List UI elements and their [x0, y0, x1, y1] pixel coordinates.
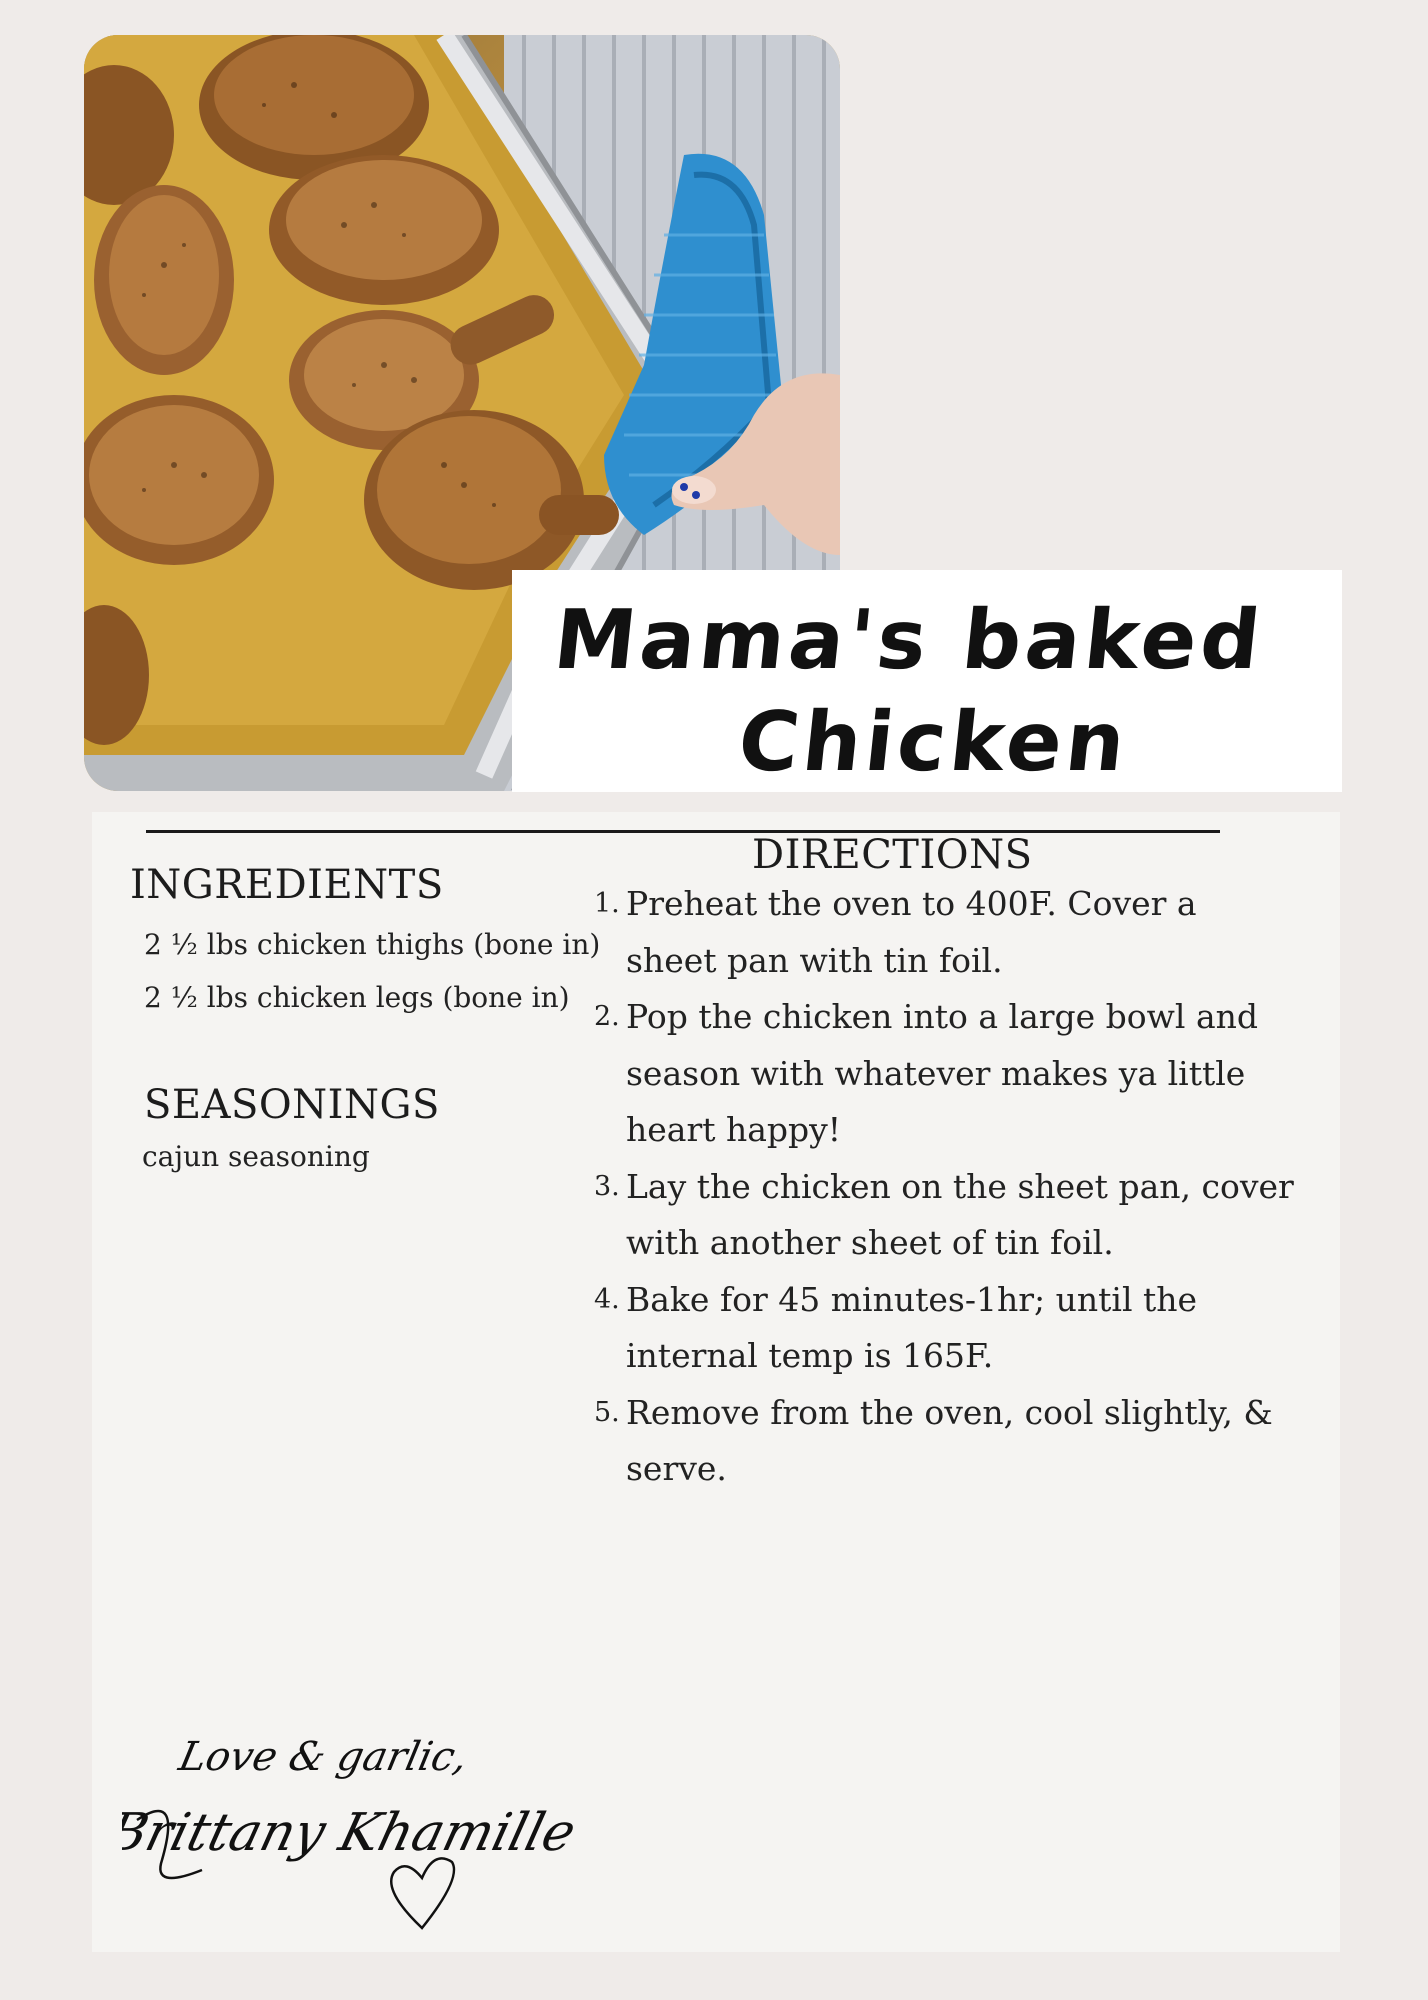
- step-number: 5.: [594, 1396, 620, 1428]
- direction-step: [594, 1272, 1294, 1385]
- step-number: 4.: [594, 1283, 620, 1315]
- direction-step: [594, 876, 1294, 989]
- directions-list: [594, 876, 1294, 1498]
- divider-rule: [146, 830, 1220, 833]
- signature-line-2: Brittany Khamille: [122, 1802, 582, 1863]
- step-text: Pop the chicken into a large bowl and season with whatever makes ya little heart happy!: [626, 997, 1258, 1149]
- signature-drawing: [122, 1700, 582, 1950]
- ingredient-item: 2 ½ lbs chicken legs (bone in): [144, 981, 570, 1014]
- title-line-2: Chicken: [733, 695, 1134, 790]
- seasonings-text: cajun seasoning: [142, 1140, 370, 1173]
- direction-step: [594, 1159, 1294, 1272]
- step-text: Bake for 45 minutes-1hr; until the internal temp is 165F.: [626, 1279, 1198, 1375]
- title-line-1: Mama's baked: [549, 593, 1269, 688]
- handwritten-title: [512, 570, 1342, 792]
- heart-icon: [391, 1858, 454, 1928]
- step-text: Preheat the oven to 400F. Cover a sheet pan with tin foil.: [626, 884, 1197, 980]
- title-card: [512, 570, 1342, 792]
- step-number: 3.: [594, 1170, 620, 1202]
- direction-step: [594, 989, 1294, 1159]
- ingredient-item: 2 ½ lbs chicken thighs (bone in): [144, 928, 601, 961]
- step-text: Remove from the oven, cool slightly, & serve.: [626, 1392, 1273, 1488]
- step-number: 1.: [594, 888, 620, 919]
- step-text: Lay the chicken on the sheet pan, cover with another sheet of tin foil.: [626, 1166, 1294, 1262]
- directions-heading: DIRECTIONS: [752, 832, 1033, 878]
- handwritten-signature: [122, 1700, 582, 1950]
- direction-step: [594, 1385, 1294, 1498]
- signature-line-1: Love & garlic,: [175, 1732, 473, 1780]
- ingredients-heading: INGREDIENTS: [130, 862, 444, 908]
- ingredients-list: [144, 918, 600, 1024]
- seasonings-heading: SEASONINGS: [144, 1082, 440, 1128]
- step-number: 2.: [594, 1001, 620, 1032]
